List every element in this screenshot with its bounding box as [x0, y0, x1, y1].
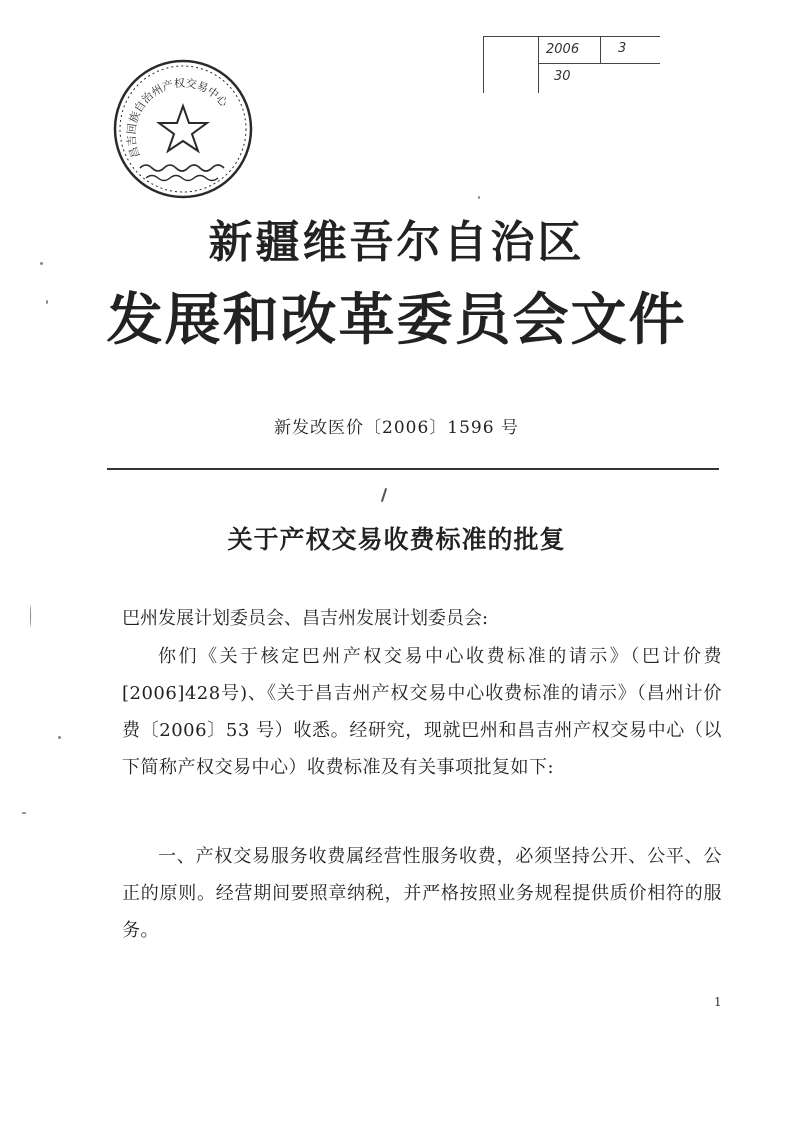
pen-mark	[381, 488, 387, 502]
salutation: 巴州发展计划委员会、昌吉州发展计划委员会:	[122, 608, 489, 629]
archive-stamp-box	[483, 36, 660, 93]
seal-text: 昌吉回族自治州产权交易中心	[124, 76, 231, 160]
scan-speck	[58, 736, 61, 739]
archive-number: 3	[618, 41, 627, 56]
page-number: 1	[714, 995, 722, 1009]
scan-speck	[22, 812, 26, 814]
document-title: 关于产权交易收费标准的批复	[227, 525, 566, 554]
scan-speck	[30, 605, 31, 627]
scan-speck	[46, 300, 48, 304]
scan-speck	[478, 196, 480, 199]
paragraph-2: 一、产权交易服务收费属经营性服务收费，必须坚持公开、公平、公正的原则。经营期间要照章纳税，并严格按照业务规程提供质价相符的服务。	[122, 846, 722, 941]
document-number: 新发改医价〔2006〕1596 号	[274, 418, 519, 438]
scan-speck	[40, 262, 43, 265]
svg-text:昌吉回族自治州产权交易中心	[124, 76, 231, 160]
org-title: 发展和改革委员会文件	[106, 287, 687, 353]
header-divider	[107, 468, 719, 470]
archive-year: 2006	[546, 42, 580, 57]
paragraph-1: 你们《关于核定巴州产权交易中心收费标准的请示》（巴计价费[2006]428号)、《关于昌吉州产权交易中心收费标准的请示》（昌州计价费〔2006〕53 号）收悉。经研究，现就巴州和昌吉州产权交易中心（以下简称产权交易中心）收费标准及有关事项批复如下:	[122, 646, 722, 778]
archive-volume: 30	[554, 69, 571, 84]
region-title: 新疆维吾尔自治区	[208, 217, 585, 268]
official-seal-icon	[110, 56, 256, 202]
